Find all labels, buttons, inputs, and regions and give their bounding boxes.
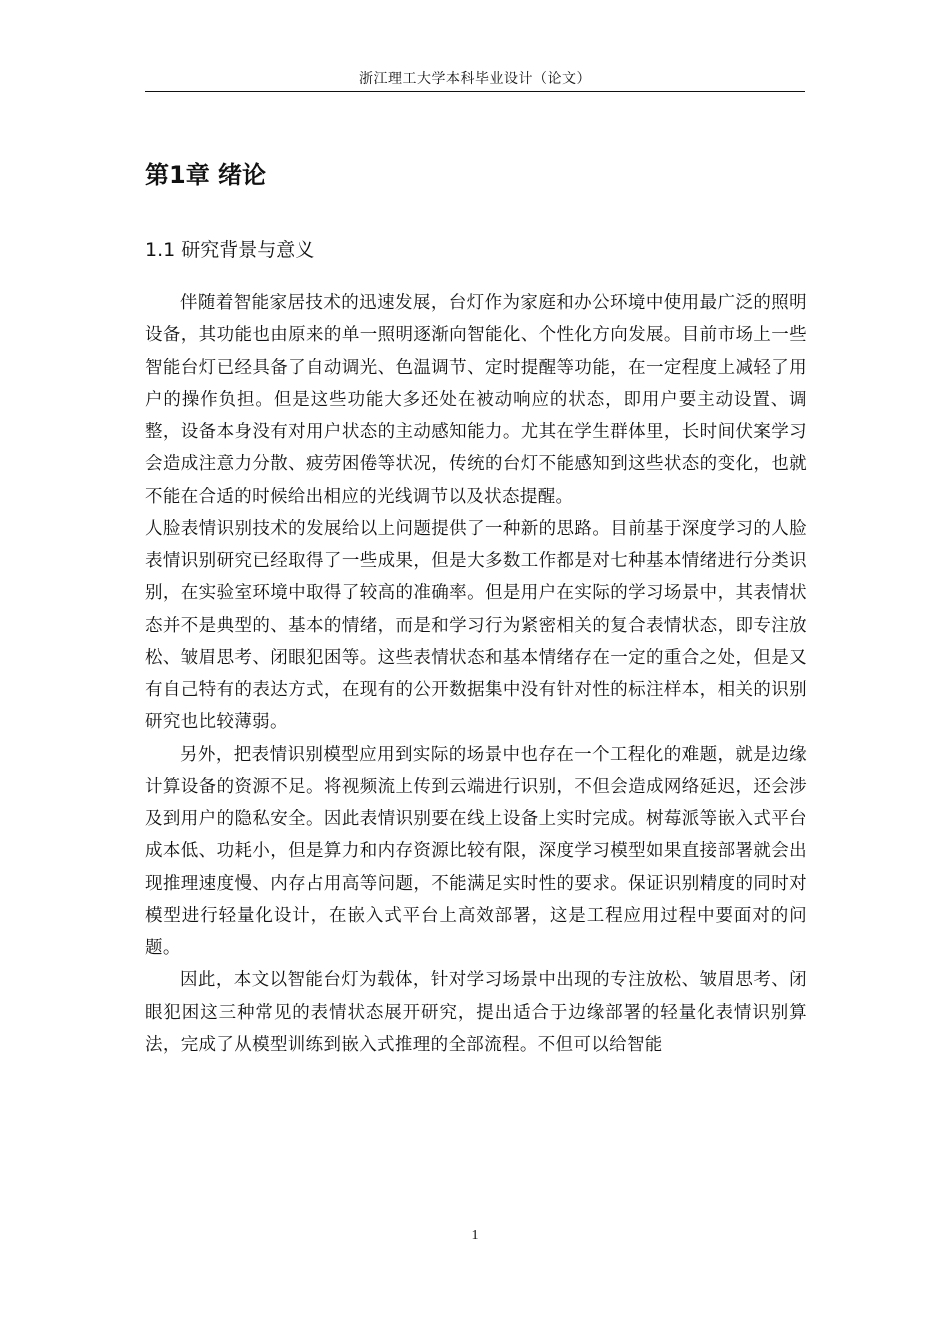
section-title: 1.1 研究背景与意义 [145,239,315,261]
paragraph-edge-computing: 另外，把表情识别模型应用到实际的场景中也存在一个工程化的难题，就是边缘计算设备的资源不足。将视频流上传到云端进行识别，不但会造成网络延迟，还会涉及到用户的隐私安全。因此表情识别要在线上设备上实时完成。树莓派等嵌入式平台成本低、功耗小，但是算力和内存资源比较有限，深度学习模型如果直接部署就会出现推理速度慢、内存占用高等问题，不能满足实时性的要求。保证识别精度的同时对模型进行轻量化设计，在嵌入式平台上高效部署，这是工程应用过程中要面对的问题。 [145,744,807,958]
page-number: 1 [471,1228,479,1243]
chapter-title: 第1章 绪论 [145,161,267,189]
running-header: 浙江理工大学本科毕业设计（论文） [359,71,591,87]
paragraph-background: 伴随着智能家居技术的迅速发展，台灯作为家庭和办公环境中使用最广泛的照明设备，其功能也由原来的单一照明逐渐向智能化、个性化方向发展。目前市场上一些智能台灯已经具备了自动调光、色温调节、定时提醒等功能，在一定程度上减轻了用户的操作负担。但是这些功能大多还处在被动响应的状态，即用户要主动设置、调整，设备本身没有对用户状态的主动感知能力。尤其在学生群体里，长时间伏案学习会造成注意力分散、疲劳困倦等状况，传统的台灯不能感知到这些状态的变化，也就不能在合适的时候给出相应的光线调节以及状态提醒。 [145,293,807,507]
paragraph-research-focus: 因此，本文以智能台灯为载体，针对学习场景中出现的专注放松、皱眉思考、闭眼犯困这三种常见的表情状态展开研究，提出适合于边缘部署的轻量化表情识别算法，完成了从模型训练到嵌入式推理的全部流程。不但可以给智能 [145,970,807,1055]
header-rule [145,91,805,92]
paragraph-facial-expression: 人脸表情识别技术的发展给以上问题提供了一种新的思路。目前基于深度学习的人脸表情识别研究已经取得了一些成果，但是大多数工作都是对七种基本情绪进行分类识别，在实验室环境中取得了较高的准确率。但是用户在实际的学习场景中，其表情状态并不是典型的、基本的情绪，而是和学习行为紧密相关的复合表情状态，即专注放松、皱眉思考、闭眼犯困等。这些表情状态和基本情绪存在一定的重合之处，但是又有自己特有的表达方式，在现有的公开数据集中没有针对性的标注样本，相关的识别研究也比较薄弱。 [145,518,807,733]
body-text [145,287,807,1061]
